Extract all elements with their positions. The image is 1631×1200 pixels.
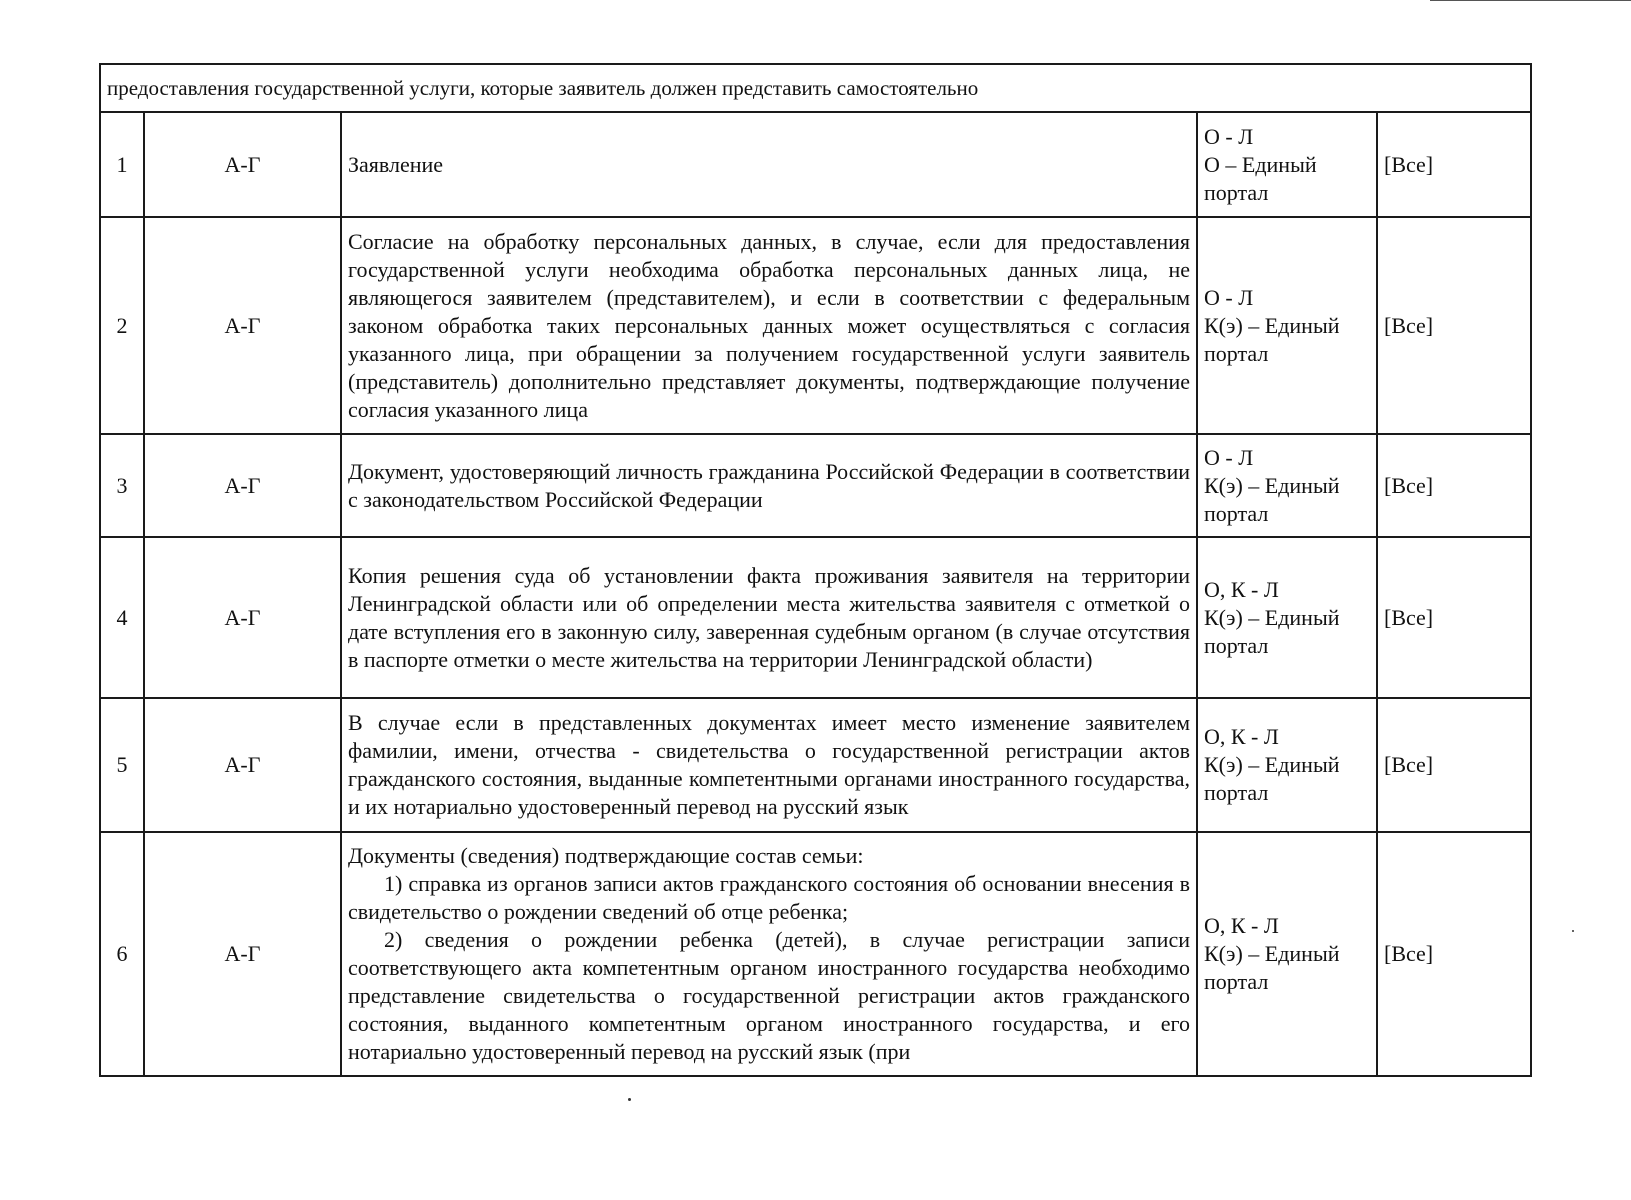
- scan-speck: [628, 1098, 631, 1101]
- form-line: портал: [1204, 500, 1269, 526]
- row-description: В случае если в представленных документах имеет место изменение заявителем фамилии, имени, отчества - свидетельства о государственной регистрации актов гражданского состояния, выданные компетентными органами иностранного государства, и их нотариально удостоверенный перевод на русский язык: [341, 698, 1197, 832]
- row-applicants: [Все]: [1377, 537, 1531, 698]
- form-line: О, К - Л: [1204, 913, 1279, 938]
- row-category: А-Г: [144, 112, 341, 217]
- row-submission-form: [1197, 112, 1377, 217]
- table-header-text: предоставления государственной услуги, которые заявитель должен представить самостоятельно: [100, 64, 1531, 112]
- row-description: Согласие на обработку персональных данных, в случае, если для предоставления государственной услуги необходима обработка персональных данных лица, не являющегося заявителем (представителем), и если в соответствии с федеральным законом обработка таких персональных данных может осуществляться с согласия указанного лица, при обращении за получением государственной услуги заявитель (представитель) дополнительно представляет документы, подтверждающие получение согласия указанного лица: [341, 217, 1197, 434]
- row-applicants: [Все]: [1377, 698, 1531, 832]
- row-number: 3: [100, 434, 144, 537]
- form-line: портал: [1204, 340, 1269, 366]
- row-submission-form: [1197, 698, 1377, 832]
- form-line: О – Единый: [1204, 151, 1317, 177]
- description-item: 2) сведения о рождении ребенка (детей), в случае регистрации записи соответствующего акта компетентным органом иностранного государства необходимо представление свидетельства о государственной регистрации актов гражданского состояния, выданного компетентным органом иностранного государства, и его нотариально удостоверенный перевод на русский язык (при: [348, 927, 1190, 1064]
- row-number: 2: [100, 217, 144, 434]
- table-row: [100, 537, 1531, 698]
- row-applicants: [Все]: [1377, 832, 1531, 1076]
- form-line: О - Л: [1204, 284, 1254, 310]
- table-row: [100, 434, 1531, 537]
- row-number: 4: [100, 537, 144, 698]
- form-line: К(э) – Единый: [1204, 941, 1340, 966]
- form-line: К(э) – Единый: [1204, 312, 1340, 338]
- row-description: [341, 832, 1197, 1076]
- form-line: портал: [1204, 969, 1269, 994]
- row-applicants: [Все]: [1377, 434, 1531, 537]
- form-line: К(э) – Единый: [1204, 604, 1340, 630]
- row-category: А-Г: [144, 217, 341, 434]
- form-line: О - Л: [1204, 123, 1254, 149]
- form-line: портал: [1204, 780, 1269, 805]
- row-category: А-Г: [144, 832, 341, 1076]
- row-description: Заявление: [341, 112, 1197, 217]
- row-submission-form: [1197, 537, 1377, 698]
- row-applicants: [Все]: [1377, 217, 1531, 434]
- description-intro: Документы (сведения) подтверждающие состав семьи:: [348, 843, 864, 868]
- form-line: О, К - Л: [1204, 576, 1279, 602]
- row-number: 1: [100, 112, 144, 217]
- form-line: О - Л: [1204, 444, 1254, 470]
- row-submission-form: [1197, 217, 1377, 434]
- row-submission-form: [1197, 434, 1377, 537]
- table-row: [100, 698, 1531, 832]
- table-row: [100, 832, 1531, 1076]
- table-row: [100, 217, 1531, 434]
- row-number: 5: [100, 698, 144, 832]
- row-submission-form: [1197, 832, 1377, 1076]
- form-line: К(э) – Единый: [1204, 472, 1340, 498]
- form-line: О, К - Л: [1204, 724, 1279, 749]
- form-line: портал: [1204, 632, 1269, 658]
- scan-speck: [1572, 930, 1574, 932]
- table-header-row: [100, 64, 1531, 112]
- documents-table: [99, 63, 1532, 1077]
- row-description: Копия решения суда об установлении факта проживания заявителя на территории Ленинградской области или об определении места жительства заявителя с отметкой о дате вступления его в законную силу, заверенная судебным органом (в случае отсутствия в паспорте отметки о месте жительства на территории Ленинградской области): [341, 537, 1197, 698]
- row-applicants: [Все]: [1377, 112, 1531, 217]
- row-category: А-Г: [144, 698, 341, 832]
- scan-edge-mark: [1430, 0, 1631, 1]
- form-line: К(э) – Единый: [1204, 752, 1340, 777]
- description-item: 1) справка из органов записи актов гражданского состояния об основании внесения в свидетельство о рождении сведений об отце ребенка;: [348, 871, 1190, 924]
- row-number: 6: [100, 832, 144, 1076]
- table-row: [100, 112, 1531, 217]
- row-category: А-Г: [144, 434, 341, 537]
- form-line: портал: [1204, 179, 1269, 205]
- row-category: А-Г: [144, 537, 341, 698]
- row-description: Документ, удостоверяющий личность гражданина Российской Федерации в соответствии с законодательством Российской Федерации: [341, 434, 1197, 537]
